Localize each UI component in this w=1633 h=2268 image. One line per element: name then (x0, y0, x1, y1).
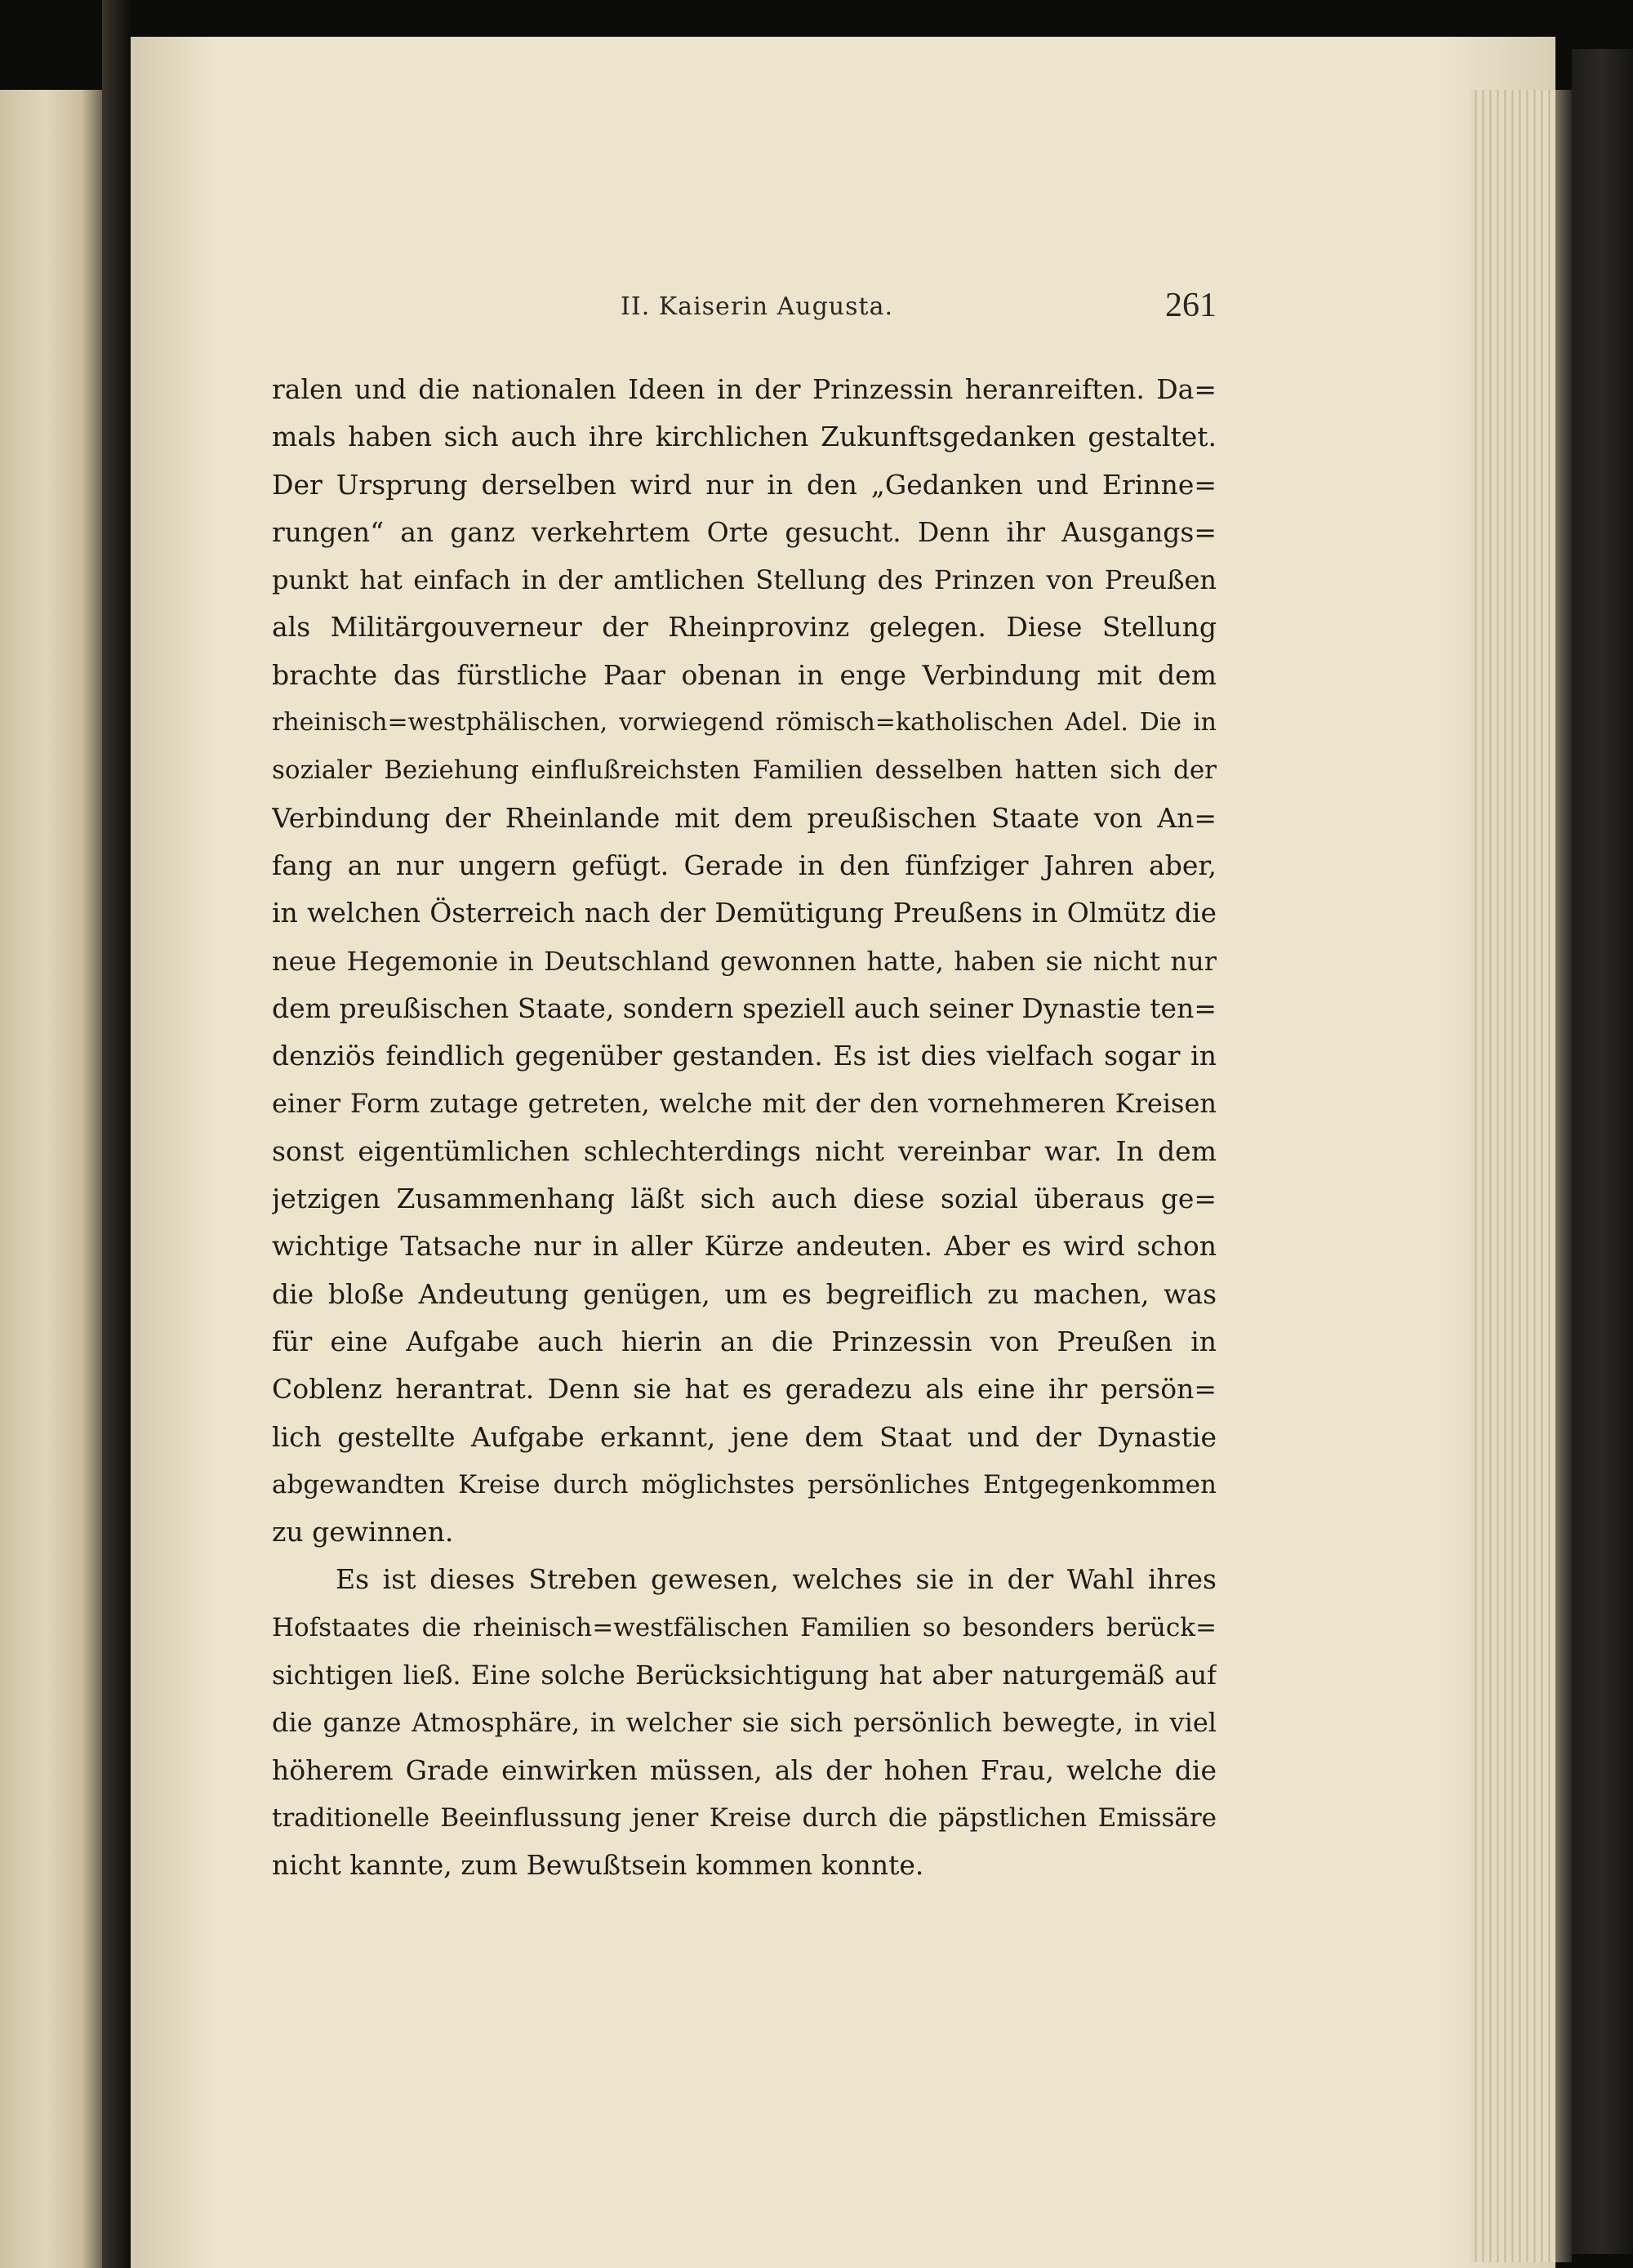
previous-page-edge (0, 90, 102, 2268)
text-line: Es ist dieses Streben gewesen, welches sie in der Wahl ihres (336, 1563, 1217, 1596)
page-header (269, 286, 1217, 335)
text-line: die bloße Andeutung genügen, um es begreiflich zu machen, was (272, 1277, 1217, 1310)
page-number: 261 (1165, 287, 1217, 324)
page-stack-edge (1470, 90, 1564, 2262)
text-line: sichtigen ließ. Eine solche Berücksichtigung hat aber naturgemäß auf (272, 1660, 1217, 1691)
text-line: nicht kannte, zum Bewußtsein kommen konnte. (272, 1849, 924, 1882)
text-line: in welchen Österreich nach der Demütigung Preußens in Olmütz die (272, 897, 1217, 929)
text-line: Der Ursprung derselben wird nur in den „Gedanken und Erinne= (272, 468, 1217, 501)
text-line: jetzigen Zusammenhang läßt sich auch diese sozial überaus ge= (272, 1183, 1217, 1215)
text-line: für eine Aufgabe auch hierin an die Prinzessin von Preußen in (272, 1325, 1217, 1357)
text-line: Hofstaates die rheinisch=westfälischen Familien so besonders berück= (272, 1612, 1217, 1642)
text-line: Verbindung der Rheinlande mit dem preußischen Staate von An= (272, 801, 1217, 834)
paragraph-2 (272, 1556, 1217, 1889)
text-line: fang an nur ungern gefügt. Gerade in den fünfziger Jahren aber, (272, 849, 1217, 881)
text-line: traditionelle Beeinflussung jener Kreise durch die päpstlichen Emissäre (272, 1802, 1217, 1833)
text-line: denziös feindlich gegenüber gestanden. Es ist dies vielfach sogar in (272, 1040, 1217, 1072)
page-stack-shadow (1555, 90, 1572, 2262)
text-line: neue Hegemonie in Deutschland gewonnen hatte, haben sie nicht nur (272, 945, 1217, 977)
text-line: Coblenz herantrat. Denn sie hat es geradezu als eine ihr persön= (272, 1373, 1217, 1406)
paragraph-1 (272, 366, 1217, 1556)
book-gutter (102, 0, 131, 2268)
text-line: brachte das fürstliche Paar obenan in enge Verbindung mit dem (272, 658, 1217, 691)
text-line: einer Form zutage getreten, welche mit der den vornehmeren Kreisen (272, 1088, 1217, 1120)
text-line: als Militärgouverneur der Rheinprovinz gelegen. Diese Stellung (272, 611, 1217, 644)
text-line: die ganze Atmosphäre, in welcher sie sich persönlich bewegte, in viel (272, 1707, 1217, 1739)
text-line: dem preußischen Staate, sondern speziell auch seiner Dynastie ten= (272, 991, 1217, 1024)
text-line: mals haben sich auch ihre kirchlichen Zukunftsgedanken gestaltet. (272, 421, 1217, 453)
text-line: sozialer Beziehung einflußreichsten Familien desselben hatten sich der (272, 755, 1217, 786)
running-head: II. Kaiserin Augusta. (621, 292, 893, 321)
text-line: punkt hat einfach in der amtlichen Stellung des Prinzen von Preußen (272, 564, 1217, 596)
text-line: wichtige Tatsache nur in aller Kürze andeuten. Aber es wird schon (272, 1230, 1217, 1263)
text-line: zu gewinnen. (272, 1516, 454, 1548)
text-line: rungen“ an ganz verkehrtem Orte gesucht. Denn ihr Ausgangs= (272, 515, 1217, 548)
text-line: lich gestellte Aufgabe erkannt, jene dem Staat und der Dynastie (272, 1420, 1217, 1453)
text-line: ralen und die nationalen Ideen in der Prinzessin heranreiften. Da= (272, 373, 1217, 405)
text-line: rheinisch=westphälischen, vorwiegend römisch=katholischen Adel. Die in (272, 708, 1217, 737)
text-line: sonst eigentümlichen schlechterdings nicht vereinbar war. In dem (272, 1134, 1217, 1167)
book-cover-edge (1572, 49, 1633, 2254)
text-line: höherem Grade einwirken müssen, als der hohen Frau, welche die (272, 1753, 1217, 1786)
body-text (272, 366, 1217, 1890)
text-line: abgewandten Kreise durch möglichstes persönliches Entgegenkommen (272, 1469, 1217, 1499)
